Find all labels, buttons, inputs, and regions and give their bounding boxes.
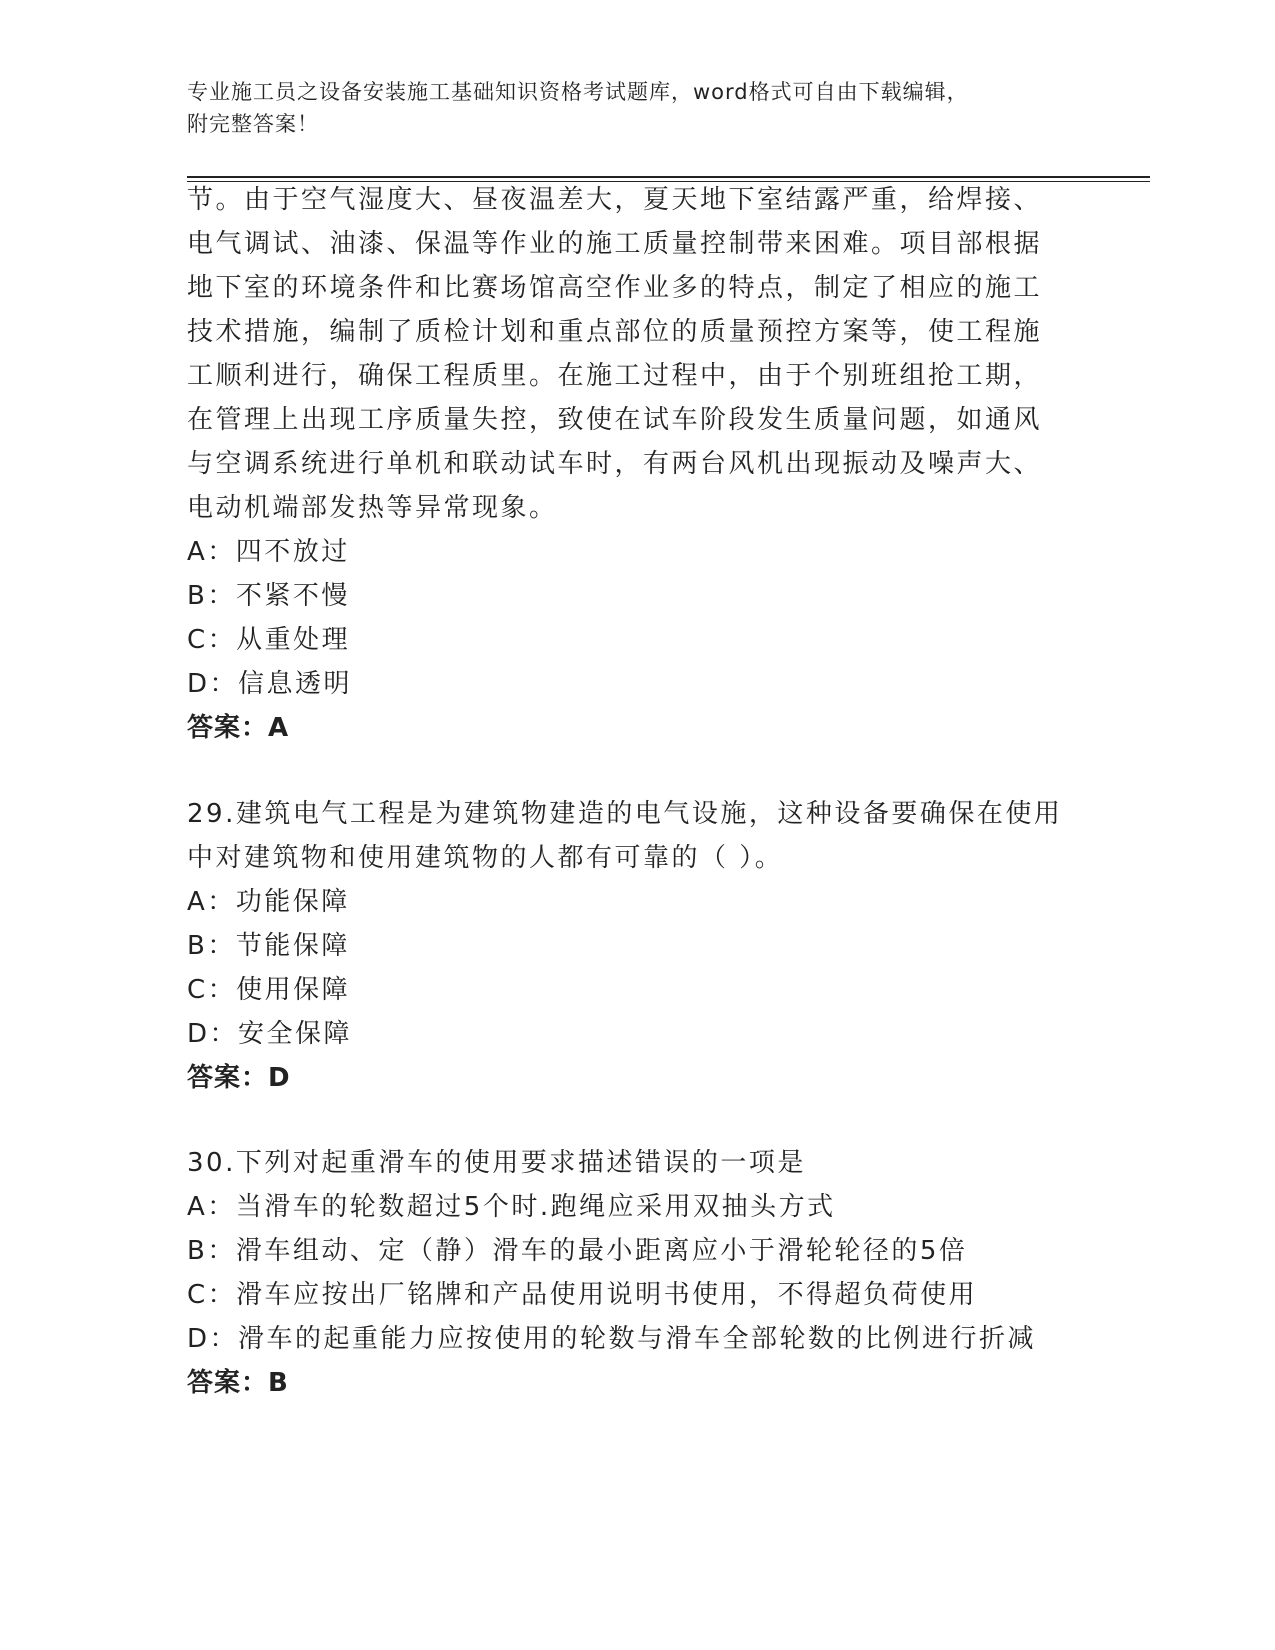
question-30-line-1: 30.下列对起重滑车的使用要求描述错误的一项是 <box>187 1148 806 1178</box>
question-28-option-a: A：四不放过 <box>187 537 350 567</box>
question-28-option-d: D：信息透明 <box>187 669 353 699</box>
question-30-option-d: D：滑车的起重能力应按使用的轮数与滑车全部轮数的比例进行折减 <box>187 1324 1037 1354</box>
question-30-answer: 答案：B <box>187 1368 289 1398</box>
question-28-line-4: 技术措施，编制了质检计划和重点部位的质量预控方案等，使工程施 <box>187 317 1043 347</box>
question-28-option-c: C：从重处理 <box>187 625 351 655</box>
question-28-line-3: 地下室的环境条件和比赛场馆高空作业多的特点，制定了相应的施工 <box>187 273 1043 303</box>
question-28-line-8: 电动机端部发热等异常现象。 <box>187 493 558 523</box>
question-28-line-7: 与空调系统进行单机和联动试车时，有两台风机出现振动及噪声大、 <box>187 449 1043 479</box>
header-line-2: 附完整答案！ <box>187 112 319 136</box>
header-divider-thick <box>187 176 1150 178</box>
question-28-line-2: 电气调试、油漆、保温等作业的施工质量控制带来困难。项目部根据 <box>187 229 1043 259</box>
question-29-option-b: B：节能保障 <box>187 931 350 961</box>
question-29-option-c: C：使用保障 <box>187 975 351 1005</box>
question-29-line-1: 29.建筑电气工程是为建筑物建造的电气设施，这种设备要确保在使用 <box>187 799 1063 829</box>
question-29-answer: 答案：D <box>187 1063 291 1093</box>
question-30-option-a: A：当滑车的轮数超过5个时.跑绳应采用双抽头方式 <box>187 1192 836 1222</box>
document-header <box>187 76 1067 140</box>
question-28-answer: 答案：A <box>187 713 290 743</box>
header-divider-thin <box>187 181 1150 182</box>
question-28-line-6: 在管理上出现工序质量失控，致使在试车阶段发生质量问题，如通风 <box>187 405 1043 435</box>
question-30-option-c: C：滑车应按出厂铭牌和产品使用说明书使用，不得超负荷使用 <box>187 1280 978 1310</box>
question-29-option-d: D：安全保障 <box>187 1019 353 1049</box>
question-28-option-b: B：不紧不慢 <box>187 581 350 611</box>
question-29-option-a: A：功能保障 <box>187 887 350 917</box>
question-29-line-2: 中对建筑物和使用建筑物的人都有可靠的（ ）。 <box>187 843 784 873</box>
header-line-1: 专业施工员之设备安装施工基础知识资格考试题库，word格式可自由下载编辑， <box>187 80 969 104</box>
question-28-line-1: 节。由于空气湿度大、昼夜温差大，夏天地下室结露严重，给焊接、 <box>187 185 1043 215</box>
question-28-line-5: 工顺利进行，确保工程质里。在施工过程中，由于个别班组抢工期， <box>187 361 1043 391</box>
question-30-option-b: B：滑车组动、定（静）滑车的最小距离应小于滑轮轮径的5倍 <box>187 1236 968 1266</box>
